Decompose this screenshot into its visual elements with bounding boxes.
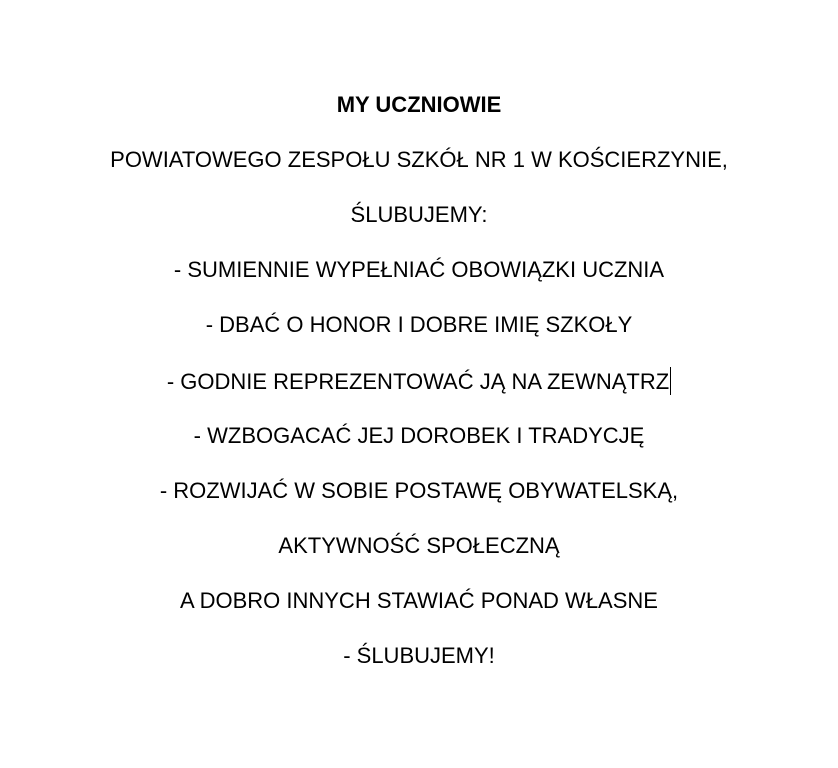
oath-line-social: AKTYWNOŚĆ SPOŁECZNĄ (278, 533, 560, 558)
oath-line-civic: - ROZWIJAĆ W SOBIE POSTAWĘ OBYWATELSKĄ, (159, 478, 679, 503)
oath-line-honor: - DBAĆ O HONOR I DOBRE IMIĘ SZKOŁY (205, 312, 633, 337)
oath-line-closing: - ŚLUBUJEMY! (343, 643, 495, 668)
oath-line-pledge: ŚLUBUJEMY: (350, 202, 488, 227)
oath-line-others: A DOBRO INNYCH STAWIAĆ PONAD WŁASNE (180, 588, 658, 613)
oath-line-tradition: - WZBOGACAĆ JEJ DOROBEK I TRADYCJĘ (193, 423, 645, 448)
oath-title: MY UCZNIOWIE (336, 92, 502, 117)
oath-line-represent-text: - GODNIE REPREZENTOWAĆ JĄ NA ZEWNĄTRZ (166, 369, 670, 394)
oath-line-represent (0, 367, 838, 395)
text-cursor (670, 367, 671, 395)
oath-line-duties: - SUMIENNIE WYPEŁNIAĆ OBOWIĄZKI UCZNIA (173, 257, 665, 282)
oath-line-school: POWIATOWEGO ZESPOŁU SZKÓŁ NR 1 W KOŚCIERZYNIE, (110, 147, 728, 172)
